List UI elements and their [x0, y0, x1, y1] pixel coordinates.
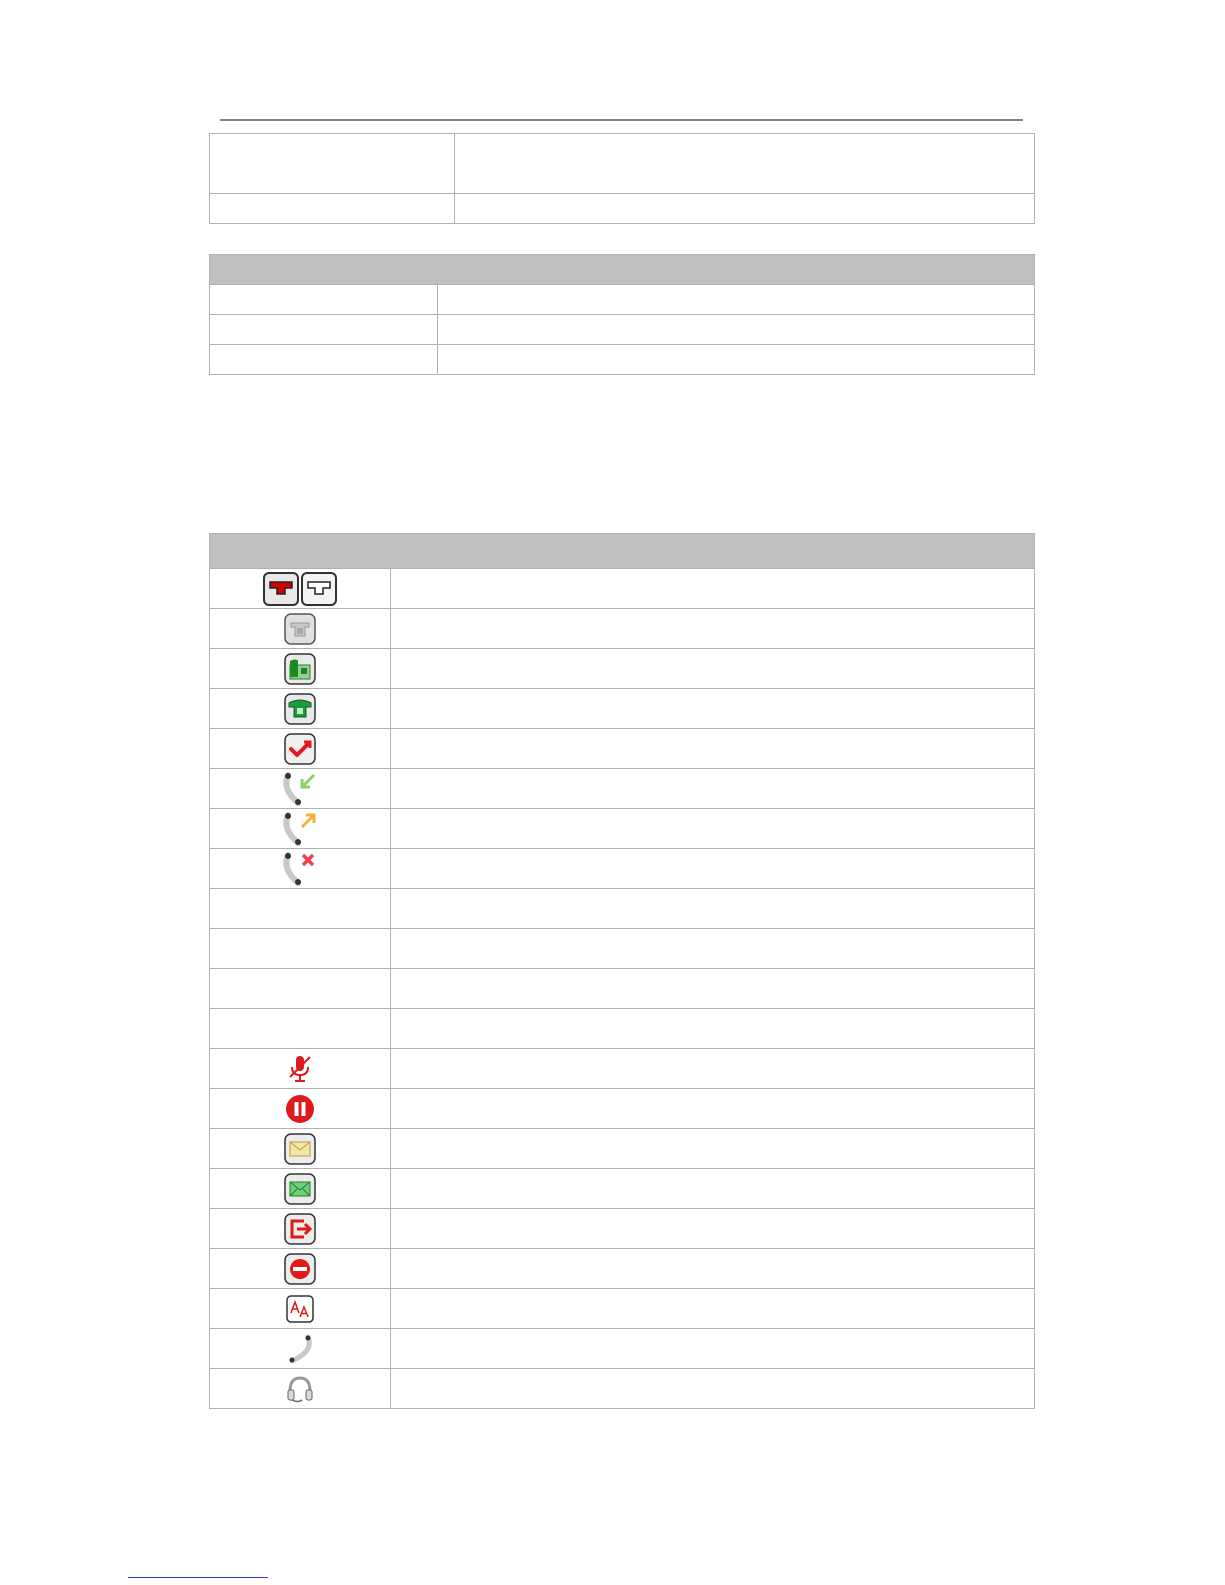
description-cell [391, 849, 1035, 889]
description-cell [391, 1049, 1035, 1089]
icon-cell [210, 929, 391, 969]
icon-cell [210, 1089, 391, 1129]
table-header-cell [210, 534, 1035, 569]
header-rule [220, 119, 1023, 121]
dnd-icon [284, 1253, 316, 1285]
icon-cell [210, 1009, 391, 1049]
mute-icon [284, 1053, 316, 1085]
description-cell [391, 929, 1035, 969]
table-row [210, 929, 1035, 969]
table-top [209, 133, 1035, 224]
table-row [210, 134, 1035, 194]
table-row [210, 1129, 1035, 1169]
grey-phone-icon [284, 613, 316, 645]
table-row [210, 1329, 1035, 1369]
icon-cell [210, 1049, 391, 1089]
icon-cell [210, 1209, 391, 1249]
table-row [210, 729, 1035, 769]
icon-cell [210, 809, 391, 849]
description-cell [391, 1169, 1035, 1209]
table-row [210, 194, 1035, 224]
table-cell [210, 194, 455, 224]
description-cell [391, 689, 1035, 729]
icon-cell [210, 769, 391, 809]
table-row [210, 649, 1035, 689]
table-row [210, 345, 1035, 375]
new-message-icon [284, 1173, 316, 1205]
table-cell [455, 194, 1035, 224]
description-cell [391, 1089, 1035, 1129]
description-cell [391, 1209, 1035, 1249]
table-row [210, 609, 1035, 649]
table-cell [455, 134, 1035, 194]
description-cell [391, 1009, 1035, 1049]
icon-cell [210, 1169, 391, 1209]
text-input-icon [286, 1295, 314, 1323]
icon-cell [210, 609, 391, 649]
icon-cell [210, 729, 391, 769]
icon-cell [210, 889, 391, 929]
green-phone-partial-icon [284, 653, 316, 685]
icon-cell [210, 969, 391, 1009]
table-row [210, 1169, 1035, 1209]
missed-call-icon [282, 851, 318, 887]
icon-legend-table [209, 533, 1035, 1409]
table-header-cell [210, 255, 1035, 285]
table-row [210, 1049, 1035, 1089]
red-check-arrow-icon [284, 733, 316, 765]
description-cell [391, 609, 1035, 649]
icon-cell [210, 1249, 391, 1289]
table-cell [438, 315, 1035, 345]
table-cell [210, 345, 438, 375]
description-cell [391, 1289, 1035, 1329]
table-header-row [210, 534, 1035, 569]
table-row [210, 769, 1035, 809]
icon-cell [210, 1369, 391, 1409]
table-cell [210, 134, 455, 194]
table-row [210, 1249, 1035, 1289]
table-row [210, 1009, 1035, 1049]
description-cell [391, 649, 1035, 689]
description-cell [391, 1369, 1035, 1409]
outgoing-call-icon [282, 811, 318, 847]
handset-icon [284, 1333, 316, 1365]
icon-cell [210, 1329, 391, 1369]
description-cell [391, 769, 1035, 809]
table-header-row [210, 255, 1035, 285]
green-phone-icon [284, 693, 316, 725]
icon-cell [210, 1289, 391, 1329]
table-row [210, 889, 1035, 929]
table-row [210, 315, 1035, 345]
table-cell [438, 345, 1035, 375]
icon-cell [210, 569, 391, 609]
table-row [210, 689, 1035, 729]
description-cell [391, 1249, 1035, 1289]
hold-icon [284, 1093, 316, 1125]
description-cell [391, 969, 1035, 1009]
table-cell [210, 285, 438, 315]
description-cell [391, 1129, 1035, 1169]
table-row [210, 1089, 1035, 1129]
table-row [210, 1209, 1035, 1249]
table-row [210, 969, 1035, 1009]
read-message-icon [284, 1133, 316, 1165]
icon-cell [210, 689, 391, 729]
table-cell [438, 285, 1035, 315]
description-cell [391, 1329, 1035, 1369]
table-row [210, 285, 1035, 315]
icon-cell [210, 849, 391, 889]
footer-link-rule [128, 1577, 268, 1578]
table-row [210, 1289, 1035, 1329]
table-cell [210, 315, 438, 345]
table-row [210, 809, 1035, 849]
description-cell [391, 569, 1035, 609]
table-row [210, 849, 1035, 889]
description-cell [391, 889, 1035, 929]
description-cell [391, 729, 1035, 769]
icon-cell [210, 1129, 391, 1169]
line-status-red-white-icons [262, 571, 338, 607]
description-cell [391, 809, 1035, 849]
table-row [210, 569, 1035, 609]
icon-cell [210, 649, 391, 689]
table-middle [209, 254, 1035, 375]
headset-icon [284, 1373, 316, 1405]
incoming-call-icon [282, 771, 318, 807]
table-row [210, 1369, 1035, 1409]
forward-icon [284, 1213, 316, 1245]
